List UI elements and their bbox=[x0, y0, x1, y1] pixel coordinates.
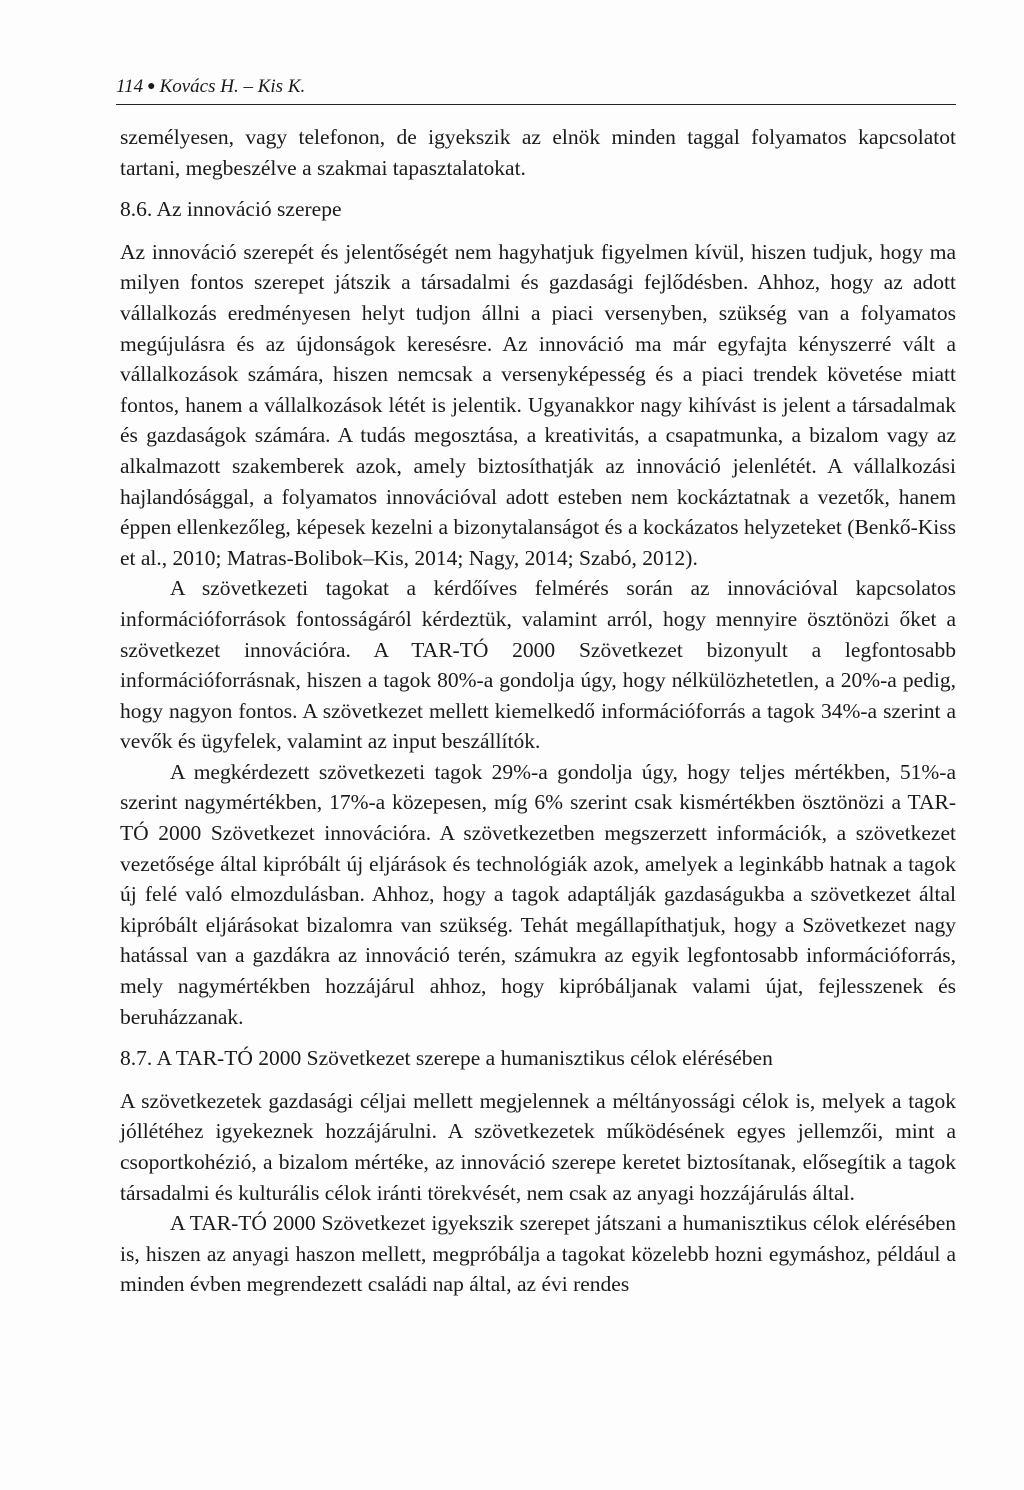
section-heading-8-6: 8.6. Az innováció szerepe bbox=[120, 197, 342, 222]
section-heading-8-7: 8.7. A TAR-TÓ 2000 Szövetkezet szerepe a humanisztikus célok elérésében bbox=[120, 1046, 773, 1071]
paragraph-information-sources: A szövetkezeti tagokat a kérdőíves felmérés során az innovációval kapcsolatos információforrások fontosságáról kérdeztük, valamint arról, hogy mennyire ösztönözi őket a szövetkezet innovációra. A TAR-TÓ 2000 Szövetkezet bizonyult a legfontosabb információforrásnak, hiszen a tagok 80%-a gondolja úgy, hogy nélkülözhetetlen, a 20%-a pedig, hogy nagyon fontos. A szövetkezet mellett kiemelkedő információforrás a tagok 34%-a szerint a vevők és ügyfelek, valamint az input beszállítók. bbox=[120, 576, 956, 754]
paragraph-humanistic-goals: A szövetkezetek gazdasági céljai mellett megjelennek a méltányossági célok is, melyek a tagok jóllétéhez igyekeznek hozzájárulni. A szövetkezetek működésének egyes jellemzői, mint a csoportkohézió, a bizalom mértéke, az innováció szerepe keretet biztosítanak, elősegítik a tagok társadalmi és kulturális célok iránti törekvését, nem csak az anyagi hozzájárulás által. bbox=[120, 1088, 956, 1205]
page-number: 114 bbox=[116, 76, 144, 97]
page-body bbox=[120, 122, 956, 1300]
running-header-authors: Kovács H. – Kis K. bbox=[159, 76, 306, 97]
paragraph-family-day: A TAR-TÓ 2000 Szövetkezet igyekszik szerepet játszani a humanisztikus célok elérésében is, hiszen az anyagi haszon mellett, megpróbálja a tagokat közelebb hozni egymáshoz, például a minden évben megrendezett családi nap által, az évi rendes bbox=[120, 1211, 956, 1297]
paragraph-innovation-intro: Az innováció szerepét és jelentőségét nem hagyhatjuk figyelmen kívül, hiszen tudjuk, hogy ma milyen fontos szerepet játszik a társadalmi és gazdasági fejlődésben. Ahhoz, hogy az adott vállalkozás eredményesen helyt tudjon állni a piaci versenyben, szükség van a folyamatos megújulásra és az újdonságok keresésre. Az innováció ma már egyfajta kényszerré vált a vállalkozások számára, hiszen nemcsak a versenyképesség és a piaci trendek követése miatt fontos, hanem a vállalkozások létét is jelentik. Ugyanakkor nagy kihívást is jelent a társadalmak és gazdaságok számára. A tudás megosztása, a kreativitás, a csapatmunka, a bizalom vagy az alkalmazott szakemberek azok, amely biztosíthatják az innováció jelenlétét. A vállalkozási hajlandósággal, a folyamatos innovációval adott esteben nem kockáztatnak a vezetők, hanem éppen ellenkezőleg, képesek kezelni a bizonytalanságot és a kockázatos helyzeteket (Benkő-Kiss et al., 2010; Matras-Bolibok–Kis, 2014; Nagy, 2014; Szabó, 2012). bbox=[120, 239, 956, 570]
paragraph-continuation: személyesen, vagy telefonon, de igyekszik az elnök minden taggal folyamatos kapcsolatot tartani, megbeszélve a szakmai tapasztalatokat. bbox=[120, 125, 956, 180]
running-header bbox=[116, 74, 956, 105]
paragraph-innovation-incentive: A megkérdezett szövetkezeti tagok 29%-a gondolja úgy, hogy teljes mértékben, 51%-a szerint nagymértékben, 17%-a közepesen, míg 6% szerint csak kismértékben ösztönözi a TAR-TÓ 2000 Szövetkezet innovációra. A szövetkezetben megszerzett információk, a szövetkezet vezetősége által kipróbált új eljárások és technológiák azok, amelyek a leginkább hatnak a tagok új felé való elmozdulásban. Ahhoz, hogy a tagok adaptálják gazdaságukba a szövetkezet által kipróbált eljárásokat bizalomra van szükség. Tehát megállapíthatjuk, hogy a Szövetkezet nagy hatással van a gazdákra az innováció terén, számukra az egyik legfontosabb információforrás, mely nagymértékben hozzájárul ahhoz, hogy kipróbáljanak valami újat, fejlesszenek és beruházzanak. bbox=[120, 759, 956, 1029]
bullet-separator: ● bbox=[147, 79, 156, 94]
